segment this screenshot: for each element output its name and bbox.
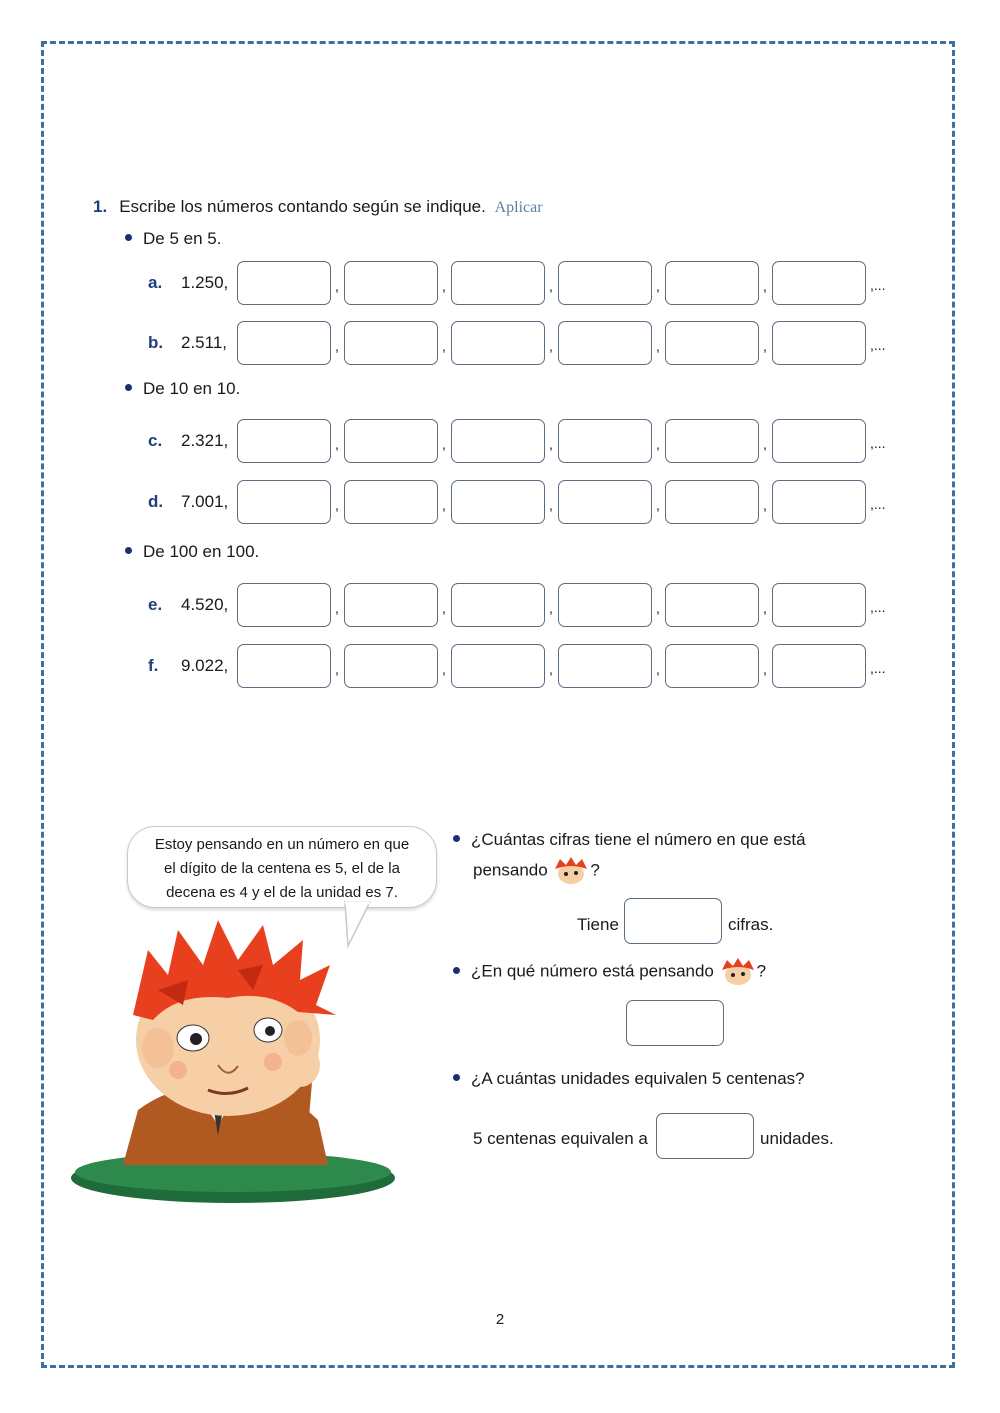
bubble-line: el dígito de la centena es 5, el de la bbox=[163, 860, 400, 877]
comma: , bbox=[549, 436, 553, 452]
answer-box[interactable] bbox=[451, 321, 545, 365]
answer-box[interactable] bbox=[237, 261, 331, 305]
answer-box[interactable] bbox=[665, 261, 759, 305]
comma: , bbox=[549, 278, 553, 294]
comma: , bbox=[442, 661, 446, 677]
answer-box[interactable] bbox=[558, 261, 652, 305]
ellipsis: ,... bbox=[870, 660, 886, 676]
answer-box[interactable] bbox=[558, 644, 652, 688]
answer-box[interactable] bbox=[344, 261, 438, 305]
answer-box[interactable] bbox=[451, 261, 545, 305]
answer-box[interactable] bbox=[344, 480, 438, 524]
bullet-icon bbox=[453, 835, 460, 842]
answer-prefix: 5 centenas equivalen a bbox=[473, 1129, 648, 1148]
answer-box[interactable] bbox=[772, 261, 866, 305]
bullet-icon bbox=[125, 384, 132, 391]
comma: , bbox=[442, 497, 446, 513]
comma: , bbox=[656, 436, 660, 452]
ellipsis: ,... bbox=[870, 599, 886, 615]
question-2c bbox=[453, 1069, 805, 1089]
question-text: ¿En qué número está pensando bbox=[471, 961, 714, 981]
question-mark: ? bbox=[756, 961, 767, 981]
digits-answer-box[interactable] bbox=[624, 898, 722, 944]
answer-box[interactable] bbox=[665, 321, 759, 365]
bullet-icon bbox=[125, 547, 132, 554]
row-letter: f. bbox=[148, 656, 159, 675]
answer-box[interactable] bbox=[237, 644, 331, 688]
row-letter: d. bbox=[148, 492, 164, 511]
answer-box[interactable] bbox=[344, 321, 438, 365]
row-letter: a. bbox=[148, 273, 163, 292]
answer-box[interactable] bbox=[772, 644, 866, 688]
comma: , bbox=[763, 600, 767, 616]
group-label-3 bbox=[125, 542, 259, 562]
comma: , bbox=[442, 600, 446, 616]
answer-box[interactable] bbox=[772, 583, 866, 627]
answer-suffix-1 bbox=[728, 915, 773, 935]
answer-box[interactable] bbox=[451, 583, 545, 627]
answer-box[interactable] bbox=[665, 419, 759, 463]
row-letter: b. bbox=[148, 333, 164, 352]
comma: , bbox=[335, 338, 339, 354]
bullet-icon bbox=[453, 1074, 460, 1081]
group-label-text: De 10 en 10. bbox=[143, 379, 241, 398]
answer-box[interactable] bbox=[558, 480, 652, 524]
answer-box[interactable] bbox=[237, 480, 331, 524]
answer-box[interactable] bbox=[558, 583, 652, 627]
units-answer-box[interactable] bbox=[656, 1113, 754, 1159]
comma: , bbox=[763, 661, 767, 677]
comma: , bbox=[335, 436, 339, 452]
bullet-icon bbox=[125, 234, 132, 241]
ellipsis: ,... bbox=[870, 435, 886, 451]
answer-prefix: Tiene bbox=[577, 915, 619, 934]
question-text: pensando bbox=[473, 860, 548, 880]
comma: , bbox=[656, 600, 660, 616]
question-number: 1. bbox=[93, 197, 108, 216]
row-letter: c. bbox=[148, 431, 163, 450]
comma: , bbox=[335, 661, 339, 677]
answer-box[interactable] bbox=[451, 419, 545, 463]
group-label-1 bbox=[125, 229, 221, 249]
comma: , bbox=[763, 278, 767, 294]
comma: , bbox=[549, 661, 553, 677]
bullet-icon bbox=[453, 967, 460, 974]
comma: , bbox=[656, 338, 660, 354]
thinking-boy-illustration bbox=[68, 920, 398, 1210]
comma: , bbox=[442, 278, 446, 294]
answer-box[interactable] bbox=[772, 480, 866, 524]
answer-box[interactable] bbox=[772, 321, 866, 365]
bubble-line: Estoy pensando en un número en que bbox=[154, 836, 410, 853]
answer-box[interactable] bbox=[344, 419, 438, 463]
comma: , bbox=[335, 497, 339, 513]
group-label-text: De 5 en 5. bbox=[143, 229, 222, 248]
row-start-number: 9.022, bbox=[181, 656, 229, 675]
answer-box[interactable] bbox=[558, 321, 652, 365]
answer-box[interactable] bbox=[772, 419, 866, 463]
comma: , bbox=[656, 497, 660, 513]
group-label-text: De 100 en 100. bbox=[143, 542, 260, 561]
number-answer-box[interactable] bbox=[626, 1000, 724, 1046]
row-letter: e. bbox=[148, 595, 163, 614]
row-start-number: 2.511, bbox=[181, 333, 228, 352]
question-mark: ? bbox=[590, 860, 600, 880]
answer-box[interactable] bbox=[344, 583, 438, 627]
row-start-number: 7.001, bbox=[181, 492, 229, 511]
comma: , bbox=[763, 497, 767, 513]
answer-box[interactable] bbox=[237, 419, 331, 463]
comma: , bbox=[549, 338, 553, 354]
question-2a bbox=[453, 830, 806, 850]
answer-box[interactable] bbox=[344, 644, 438, 688]
answer-box[interactable] bbox=[451, 644, 545, 688]
speech-bubble bbox=[127, 826, 437, 908]
answer-box[interactable] bbox=[237, 583, 331, 627]
comma: , bbox=[335, 600, 339, 616]
answer-suffix: cifras. bbox=[728, 915, 774, 934]
comma: , bbox=[442, 338, 446, 354]
question-text: ¿Cuántas cifras tiene el número en que está bbox=[471, 830, 806, 849]
row-start-number: 1.250, bbox=[181, 273, 229, 292]
page-number: 2 bbox=[495, 1311, 505, 1328]
comma: , bbox=[549, 497, 553, 513]
bubble-line: decena es 4 y el de la unidad es 7. bbox=[166, 884, 398, 901]
answer-box[interactable] bbox=[558, 419, 652, 463]
question-2a-line2 bbox=[473, 857, 600, 885]
skill-tag: Aplicar bbox=[494, 199, 543, 216]
answer-box[interactable] bbox=[451, 480, 545, 524]
question-2b bbox=[453, 958, 766, 986]
question-text: ¿A cuántas unidades equivalen 5 centenas? bbox=[471, 1069, 805, 1088]
answer-box[interactable] bbox=[665, 480, 759, 524]
ellipsis: ,... bbox=[870, 496, 886, 512]
comma: , bbox=[335, 278, 339, 294]
comma: , bbox=[763, 436, 767, 452]
answer-box[interactable] bbox=[237, 321, 331, 365]
comma: , bbox=[763, 338, 767, 354]
question-1-title bbox=[93, 197, 543, 217]
row-start-number: 4.520, bbox=[181, 595, 229, 614]
answer-box[interactable] bbox=[665, 644, 759, 688]
boy-face-icon bbox=[719, 958, 757, 986]
comma: , bbox=[549, 600, 553, 616]
answer-suffix-3 bbox=[760, 1129, 834, 1149]
comma: , bbox=[656, 661, 660, 677]
question-instruction: Escribe los números contando según se indique. bbox=[119, 197, 486, 216]
comma: , bbox=[656, 278, 660, 294]
answer-box[interactable] bbox=[665, 583, 759, 627]
answer-suffix: unidades. bbox=[760, 1129, 834, 1148]
comma: , bbox=[442, 436, 446, 452]
row-start-number: 2.321, bbox=[181, 431, 229, 450]
boy-face-icon bbox=[552, 857, 590, 885]
ellipsis: ,... bbox=[870, 277, 886, 293]
answer-line-3 bbox=[473, 1129, 648, 1149]
ellipsis: ,... bbox=[870, 337, 886, 353]
group-label-2 bbox=[125, 379, 240, 399]
answer-line-1 bbox=[577, 915, 619, 935]
